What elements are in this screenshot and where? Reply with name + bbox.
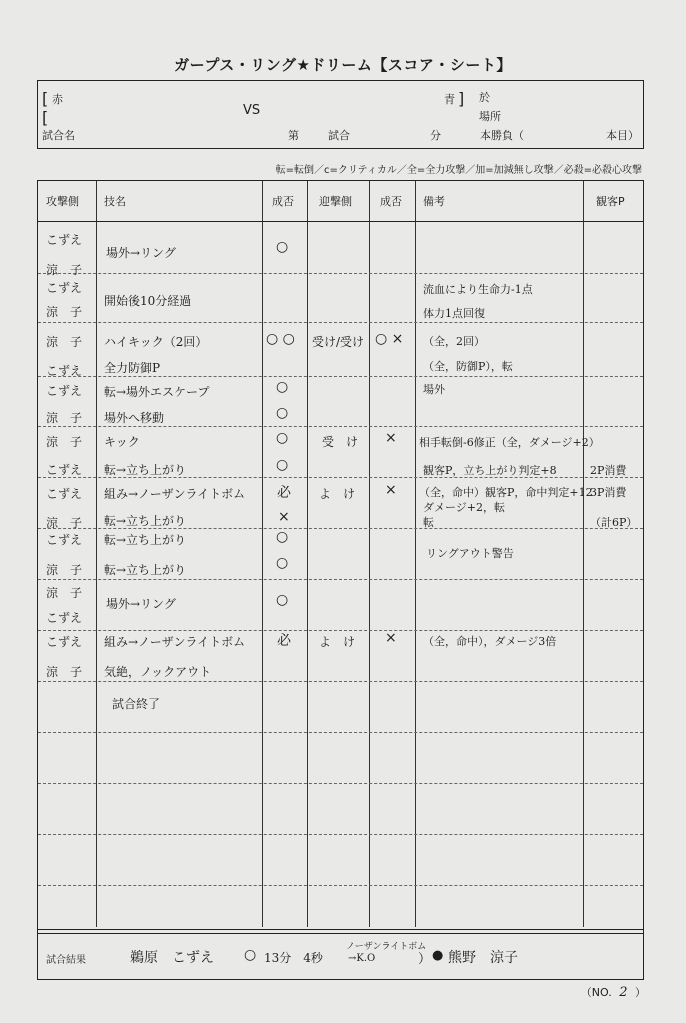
match-number-prefix: 第 [288, 129, 299, 142]
falls-label: 本勝負（ [480, 129, 524, 142]
success-mark-2: × [385, 430, 397, 446]
defender-cell: 受け/受け [312, 335, 365, 349]
attacker-cell: 涼 子 [46, 516, 83, 530]
technique-cell: 転→立ち上がり [104, 563, 187, 577]
attacker-cell: 涼 子 [46, 586, 83, 600]
defender-cell: よ け [319, 487, 356, 501]
minutes-label: 分 [430, 129, 441, 142]
attacker-cell: 涼 子 [46, 411, 83, 425]
technique-cell: 試合終了 [112, 697, 161, 711]
attacker-cell: 涼 子 [46, 335, 83, 349]
defender-cell: 受 け [322, 435, 359, 449]
bracket-open-2: [ [42, 108, 49, 127]
place-label: 場所 [479, 110, 501, 123]
row-divider [38, 681, 643, 682]
success-mark: ○ [276, 555, 289, 571]
technique-cell: 転→立ち上がり [104, 533, 187, 547]
success-mark: ○ [276, 457, 289, 473]
col-divider [262, 181, 263, 927]
abbreviation-legend: 転=転倒／c=クリティカル／全=全力攻撃／加=加減無し攻撃／必殺=必殺心攻撃 [275, 165, 642, 176]
attacker-cell: こずえ [46, 533, 83, 547]
row-divider [38, 376, 643, 377]
col-header-success: 成否 [272, 195, 294, 208]
result-divider [38, 929, 643, 930]
note-cell: 場外 [423, 383, 445, 396]
attacker-cell: 涼 子 [46, 563, 83, 577]
technique-cell: 場外→リング [106, 597, 176, 611]
attacker-cell: こずえ [46, 364, 83, 378]
match-header-box [37, 80, 644, 149]
finish-move: ノーザンライトボム [346, 942, 427, 952]
row-divider [38, 885, 643, 886]
col-header-technique: 技名 [104, 195, 126, 208]
winner-circle-mark: ○ [244, 947, 257, 963]
row-divider [38, 834, 643, 835]
col-divider [307, 181, 308, 927]
success-mark: ○ ○ [266, 331, 295, 347]
note-cell: （全，命中），ダメージ3倍 [423, 635, 557, 648]
technique-cell: 転→立ち上がり [104, 463, 187, 477]
row-divider [38, 579, 643, 580]
score-table [37, 180, 644, 980]
vs-label: VS [243, 103, 261, 118]
technique-cell: 転→場外エスケープ [104, 385, 210, 399]
attacker-cell: こずえ [46, 611, 83, 625]
technique-cell: 開始後10分経過 [104, 294, 192, 308]
result-label: 試合結果 [46, 955, 86, 966]
attacker-cell: こずえ [46, 281, 83, 295]
page-number-value: 2 [619, 985, 628, 1000]
success-mark: ○ [276, 239, 289, 255]
col-divider [96, 181, 97, 927]
success-mark: ○ [276, 592, 289, 608]
match-time: 13分 4秒 [264, 951, 323, 965]
match-name-label: 試合名 [42, 129, 75, 142]
col-divider [583, 181, 584, 927]
note-cell: （全，2回） [423, 335, 485, 348]
at-label: 於 [479, 91, 490, 104]
note-cell: （全，命中）観客P，命中判定+12 [419, 486, 593, 499]
technique-cell: 転→立ち上がり [104, 514, 187, 528]
result-paren-close: ） [418, 952, 432, 967]
technique-cell: 気絶，ノックアウト [104, 665, 212, 679]
success-mark: ○ [276, 430, 289, 446]
technique-cell: ハイキック（2回） [104, 335, 208, 349]
technique-cell: 場外→リング [106, 246, 176, 260]
success-mark: ○ [276, 379, 289, 395]
col-header-notes: 備考 [423, 195, 445, 208]
row-divider [38, 426, 643, 427]
attacker-cell: 涼 子 [46, 435, 83, 449]
col-header-success-2: 成否 [380, 195, 402, 208]
technique-cell: 組み→ノーザンライトボム [104, 487, 246, 501]
loser-bullet-mark: ● [432, 948, 444, 963]
attacker-cell: こずえ [46, 487, 83, 501]
success-mark-2: ○ × [375, 331, 404, 347]
attacker-cell: こずえ [46, 384, 83, 398]
note-cell: 相手転倒-6修正（全，ダメージ+2） [419, 436, 600, 449]
row-divider [38, 322, 643, 323]
success-mark: 必 [277, 485, 291, 501]
technique-cell: 組み→ノーザンライトボム [104, 635, 246, 649]
note-cell: 流血により生命力-1点 [423, 283, 533, 296]
audience-points-cell: 2P消費 [590, 464, 627, 477]
attacker-cell: こずえ [46, 635, 83, 649]
bracket-close: ] [458, 89, 465, 108]
note-cell: 体力1点回復 [423, 307, 485, 320]
success-mark: 必 [277, 633, 291, 649]
attacker-cell: 涼 子 [46, 665, 83, 679]
success-mark: ○ [276, 405, 289, 421]
attacker-cell: 涼 子 [46, 305, 83, 319]
attacker-cell: こずえ [46, 463, 83, 477]
fall-number-label: 本目） [606, 129, 639, 142]
col-header-audience-points: 観客P [596, 195, 625, 208]
attacker-cell: 涼 子 [46, 263, 83, 277]
sheet-title: ガープス・リング★ドリーム【スコア・シート】 [174, 56, 512, 74]
audience-points-cell: 3P消費 [590, 486, 627, 499]
col-divider [415, 181, 416, 927]
red-corner-label: 赤 [52, 93, 63, 106]
row-divider [38, 630, 643, 631]
note-cell: ダメージ+2，転 [423, 501, 505, 514]
finish-ko: →K.O [348, 953, 376, 964]
note-cell: （全，防御P），転 [423, 360, 513, 373]
success-mark: × [278, 509, 290, 525]
match-label: 試合 [328, 129, 350, 142]
row-divider [38, 273, 643, 274]
col-divider [369, 181, 370, 927]
note-cell: 転 [423, 516, 434, 529]
row-divider [38, 783, 643, 784]
attacker-cell: こずえ [46, 233, 83, 247]
row-divider [38, 732, 643, 733]
note-cell: 観客P，立ち上がり判定+8 [423, 464, 557, 477]
col-header-attacker: 攻撃側 [46, 195, 79, 208]
success-mark: ○ [276, 529, 289, 545]
technique-cell: 場外へ移動 [104, 411, 165, 425]
defender-cell: よ け [319, 635, 356, 649]
bracket-open-1: [ [42, 89, 49, 108]
page-number-prefix: （NO. [580, 986, 612, 999]
note-cell: リングアウト警告 [426, 547, 514, 560]
result-divider [38, 933, 643, 934]
audience-points-cell: （計6P） [590, 516, 638, 529]
header-divider [38, 221, 643, 222]
winner-name: 鵜原 こずえ [130, 950, 214, 966]
col-header-defender: 迎撃側 [319, 195, 352, 208]
blue-corner-label: 青 [444, 93, 455, 106]
success-mark-2: × [385, 482, 397, 498]
page-number-suffix: ） [635, 986, 646, 999]
loser-name: 熊野 涼子 [448, 950, 518, 966]
technique-cell: キック [104, 435, 140, 449]
success-mark-2: × [385, 630, 397, 646]
page-number [581, 984, 646, 1000]
technique-cell: 全力防御P [104, 361, 161, 375]
